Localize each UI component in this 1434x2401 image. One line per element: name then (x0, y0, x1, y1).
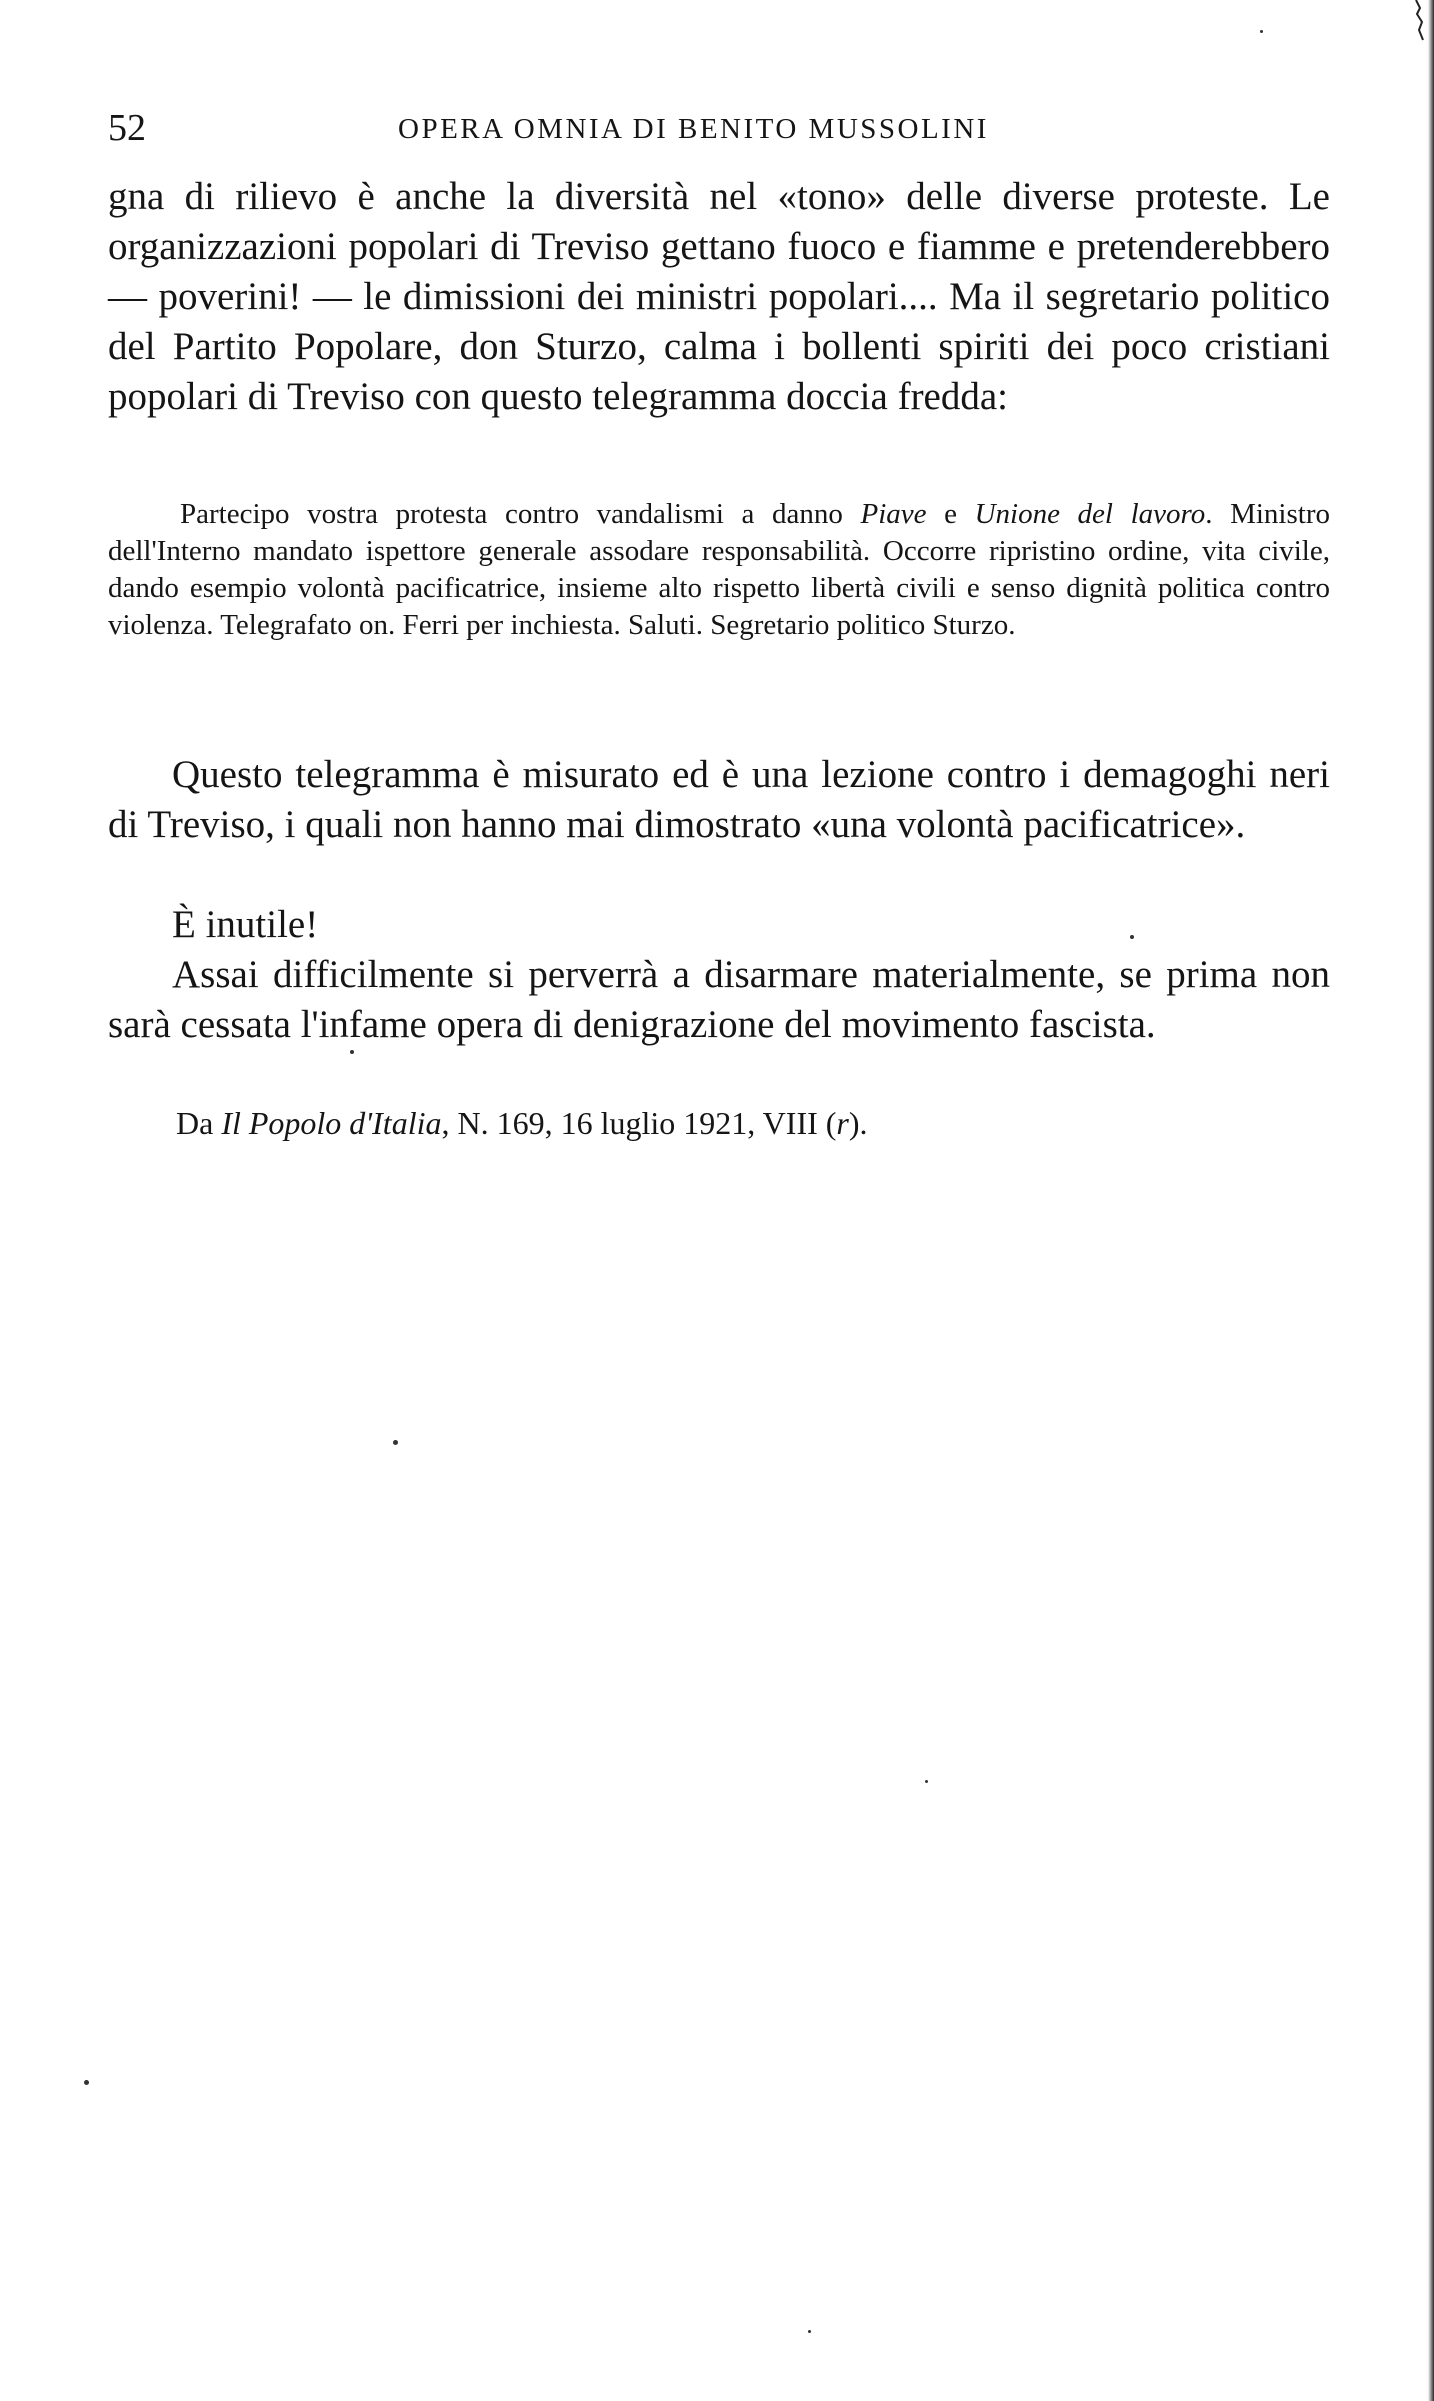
scan-speck (84, 2080, 89, 2085)
paragraph-3: È inutile! (172, 903, 319, 946)
source-citation (176, 1098, 868, 1148)
paragraph-2 (108, 750, 1330, 850)
telegram-quote (108, 496, 1330, 644)
scan-corner-mark (1410, 0, 1428, 50)
source-publication: Il Popolo d'Italia (221, 1105, 442, 1141)
scan-speck (1260, 30, 1263, 33)
scan-speck (925, 1780, 928, 1783)
source-details: , N. 169, 16 luglio 1921, VIII ( (441, 1105, 837, 1141)
telegram-text-3: . Ministro dell'Interno mandato ispettore generale assodare responsabilità. Occorre ripristino ordine, vita civile, dando esempio volontà pacificatrice, insieme alto rispetto libertà civili e senso dignità politica contro violenza. Telegrafato on. Ferri per inchiesta. Saluti. Segretario politico Sturzo. (108, 498, 1330, 641)
scan-speck (393, 1440, 398, 1445)
page-number: 52 (108, 107, 146, 149)
source-prefix: Da (176, 1105, 222, 1141)
scan-edge-shadow (1428, 0, 1434, 2401)
telegram-italic-piave: Piave (860, 498, 927, 530)
source-code: r (836, 1105, 849, 1141)
paragraph-4-text: Assai difficilmente si perverrà a disarmare materialmente, se prima non sarà cessata l'infame opera di denigrazione del movimento fascista. (108, 953, 1330, 1046)
source-suffix: ). (848, 1105, 868, 1141)
scan-speck (808, 2330, 811, 2333)
paragraph-4 (108, 950, 1330, 1050)
running-title: OPERA OMNIA DI BENITO MUSSOLINI (398, 113, 989, 145)
telegram-italic-unione: Unione del lavoro (974, 498, 1206, 530)
paragraph-1: gna di rilievo è anche la diversità nel «tono» delle diverse proteste. Le organizzazioni popolari di Treviso gettano fuoco e fiamme e pretenderebbero — poverini! — le dimissioni dei ministri popolari.... Ma il segretario politico del Partito Popolare, don Sturzo, calma i bollenti spiriti dei poco cristiani popolari di Treviso con questo telegramma doccia fredda: (108, 175, 1330, 418)
telegram-text-1: Partecipo vostra protesta contro vandalismi a danno (180, 498, 861, 530)
paragraph-2-text: Questo telegramma è misurato ed è una lezione contro i demagoghi neri di Treviso, i quali non hanno mai dimostrato «una volontà pacificatrice». (108, 753, 1330, 846)
scan-speck (350, 1050, 354, 1054)
page-header (108, 98, 1330, 158)
scan-speck (1130, 935, 1134, 939)
telegram-text-2: e (926, 498, 975, 530)
